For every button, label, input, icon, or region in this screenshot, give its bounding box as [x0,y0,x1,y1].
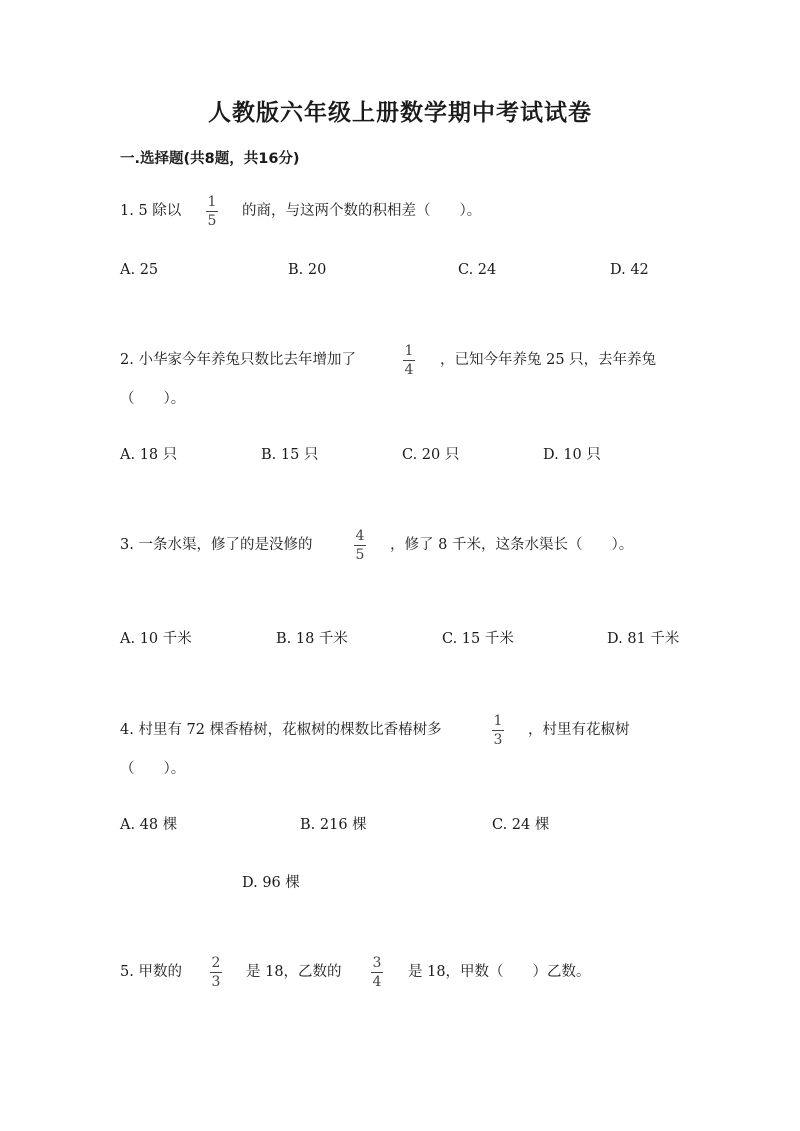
question-5-text: 5. 甲数的 [120,964,182,980]
question-3-option-c[interactable]: C. 15 千米 [442,631,514,647]
question-1-option-b[interactable]: B. 20 [288,262,327,278]
question-2-fraction [397,342,421,379]
question-5-fraction-1 [204,954,228,991]
question-4-text: 4. 村里有 72 棵香椿树，花椒树的棵数比香椿树多 [120,722,442,738]
section-heading: 一.选择题(共8题，共16分) [120,151,300,167]
fraction-denominator: 4 [404,362,414,378]
question-4-fraction [486,712,510,749]
question-4-text-cont: ，村里有花椒树 [528,722,630,738]
question-1-option-d[interactable]: D. 42 [610,262,649,278]
fraction-numerator: 3 [372,955,382,971]
fraction-numerator: 1 [207,194,217,210]
question-2-option-b[interactable]: B. 15 只 [261,447,319,463]
fraction-numerator: 1 [404,343,414,359]
question-5-text-mid: 是 18，乙数的 [246,964,342,980]
question-2-text: 2. 小华家今年养兔只数比去年增加了 [120,352,356,368]
fraction-denominator: 3 [211,974,221,990]
question-4-option-c[interactable]: C. 24 棵 [492,817,550,833]
question-4-option-b[interactable]: B. 216 棵 [300,817,367,833]
fraction-denominator: 3 [493,732,503,748]
question-1-fraction [200,193,224,230]
question-3-text: 3. 一条水渠，修了的是没修的 [120,537,313,553]
question-3-option-d[interactable]: D. 81 千米 [607,631,680,647]
question-4-option-d[interactable]: D. 96 棵 [242,875,300,891]
question-4-text-line2: （ ）。 [120,761,186,777]
question-1-text: 1. 5 除以 [120,203,182,219]
question-2-text-cont: ，已知今年养兔 25 只，去年养兔 [440,352,657,368]
question-4-option-a[interactable]: A. 48 棵 [120,817,178,833]
question-5-fraction-2 [365,954,389,991]
page-title: 人教版六年级上册数学期中考试试卷 [208,100,592,126]
fraction-denominator: 5 [207,213,217,229]
question-3-text-cont: ，修了 8 千米，这条水渠长（ ）。 [390,537,634,553]
question-2-option-c[interactable]: C. 20 只 [402,447,460,463]
question-2-text-line2: （ ）。 [120,391,186,407]
question-3-fraction [348,527,372,564]
question-2-option-a[interactable]: A. 18 只 [120,447,178,463]
fraction-numerator: 2 [211,955,221,971]
fraction-denominator: 5 [355,547,365,563]
question-3-option-b[interactable]: B. 18 千米 [276,631,348,647]
fraction-numerator: 4 [355,528,365,544]
question-3-option-a[interactable]: A. 10 千米 [120,631,192,647]
fraction-denominator: 4 [372,974,382,990]
question-5-text-cont: 是 18，甲数（ ）乙数。 [408,964,591,980]
fraction-numerator: 1 [493,713,503,729]
question-1-option-a[interactable]: A. 25 [120,262,159,278]
question-1-text-cont: 的商，与这两个数的积相差（ ）。 [242,203,482,219]
question-2-option-d[interactable]: D. 10 只 [543,447,601,463]
question-1-option-c[interactable]: C. 24 [458,262,497,278]
